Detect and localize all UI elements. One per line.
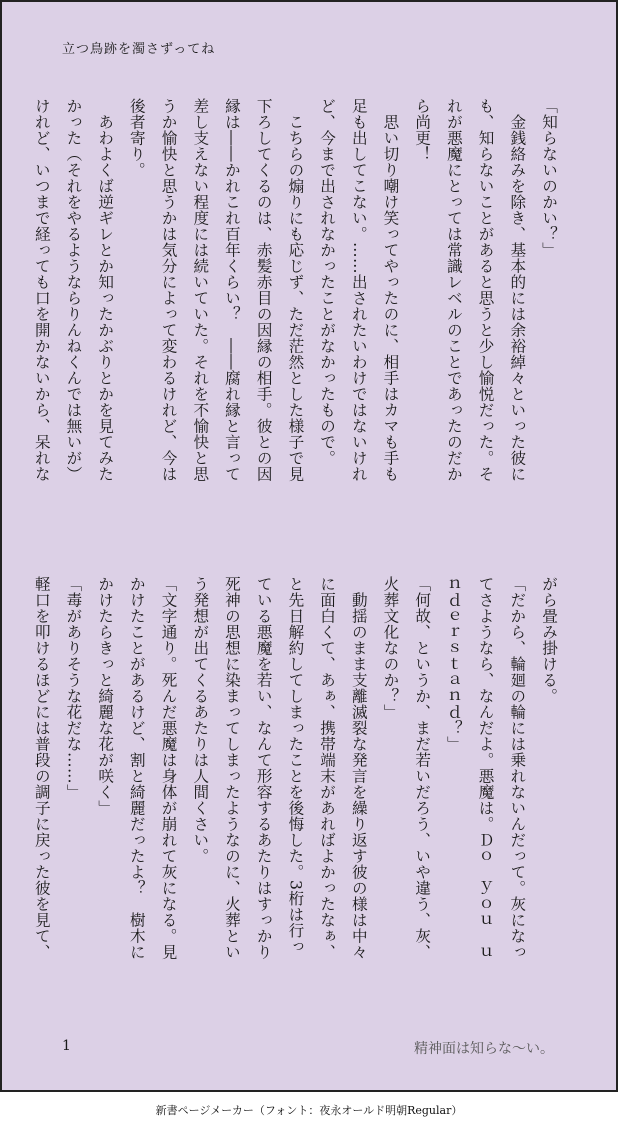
text-column: 「毒がありそうな花だな……」 xyxy=(64,576,83,800)
text-column: も、知らないことがあると思うと少し愉悦だった。そ xyxy=(476,98,495,482)
running-title: 立つ鳥跡を濁さずってね xyxy=(62,42,216,57)
text-column: 火葬文化なのか？」 xyxy=(381,576,400,720)
text-column: こちらの煽りにも応じず、ただ茫然とした様子で見 xyxy=(286,98,305,482)
text-column: 思い切り嘲け笑ってやったのに、相手はカマも手も xyxy=(381,98,400,482)
text-column: あわよくば逆ギレとか知ったかぶりとかを見てみた xyxy=(96,98,115,482)
text-column: かった（それをやるようならりんねくんでは無いが） xyxy=(64,98,83,482)
text-column: 動揺のまま支離滅裂な発言を繰り返す彼の様は中々 xyxy=(349,576,368,960)
text-column: ている悪魔を若い、なんて形容するあたりはすっかり xyxy=(254,576,273,960)
text-column: れが悪魔にとっては常識レベルのことであったのだか xyxy=(444,98,463,482)
text-column: に面白くて、あぁ、携帯端末があればよかったなぁ、 xyxy=(318,576,337,960)
text-column: けれど、いつまで経っても口を開かないから、呆れな xyxy=(32,98,51,482)
text-column: うか愉快と思うかは気分によって変わるけれど、今は xyxy=(159,98,178,482)
text-column: 縁は――かれこれ百年くらい？ ――腐れ縁と言って xyxy=(222,98,241,482)
text-column: う発想が出てくるあたりは人間くさい。 xyxy=(191,576,210,864)
text-column: 下ろしてくるのは、赤髪赤目の因縁の相手。彼との因 xyxy=(254,98,273,482)
text-column: がら畳み掛ける。 xyxy=(540,576,558,704)
text-column: 「文字通り。死んだ悪魔は身体が崩れて灰になる。見 xyxy=(159,576,178,960)
upper-text-block xyxy=(32,98,564,528)
page-number: 1 xyxy=(62,1038,71,1054)
chapter-title: 精神面は知らな～い。 xyxy=(414,1041,554,1057)
text-column: 「だから、輪廻の輪には乗れないんだって。灰になっ xyxy=(508,576,527,960)
text-column: ｎｄｅｒｓｔａｎｄ？」 xyxy=(444,576,463,752)
text-column: かけたらきっと綺麗な花が咲く」 xyxy=(96,576,115,816)
text-column: てさようなら、なんだよ。悪魔は。Ｄｏ ｙｏｕ ｕ xyxy=(476,576,495,960)
text-column: 「何故、というか、まだ若いだろう、いや違う、灰、 xyxy=(413,576,432,960)
text-column: 軽口を叩けるほどには普段の調子に戻った彼を見て、 xyxy=(32,576,51,960)
generator-caption: 新書ページメーカー（フォント：夜永オールド明朝Regular） xyxy=(155,1104,463,1117)
text-column: 後者寄り。 xyxy=(127,98,146,178)
text-column: かけたことがあるけど、割と綺麗だったよ？ 樹木に xyxy=(127,576,146,960)
text-column: 差し支えない程度には続いていた。それを不愉快と思 xyxy=(191,98,210,482)
text-column: 死神の思想に染まってしまったようなのに、火葬とい xyxy=(222,576,241,960)
text-column: 足も出してこない。……出されたいわけではないけれ xyxy=(349,98,368,482)
lower-text-block xyxy=(32,576,564,1016)
text-column: ら尚更！ xyxy=(413,98,432,162)
text-column: と先日解約してしまったことを後悔した。3桁は行っ xyxy=(286,576,305,955)
text-column: 金銭絡みを除き、基本的には余裕綽々といった彼に xyxy=(508,98,527,482)
text-column: ど、今まで出されなかったことがなかったもので。 xyxy=(318,98,337,466)
text-column: 「知らないのかい？」 xyxy=(540,98,558,258)
